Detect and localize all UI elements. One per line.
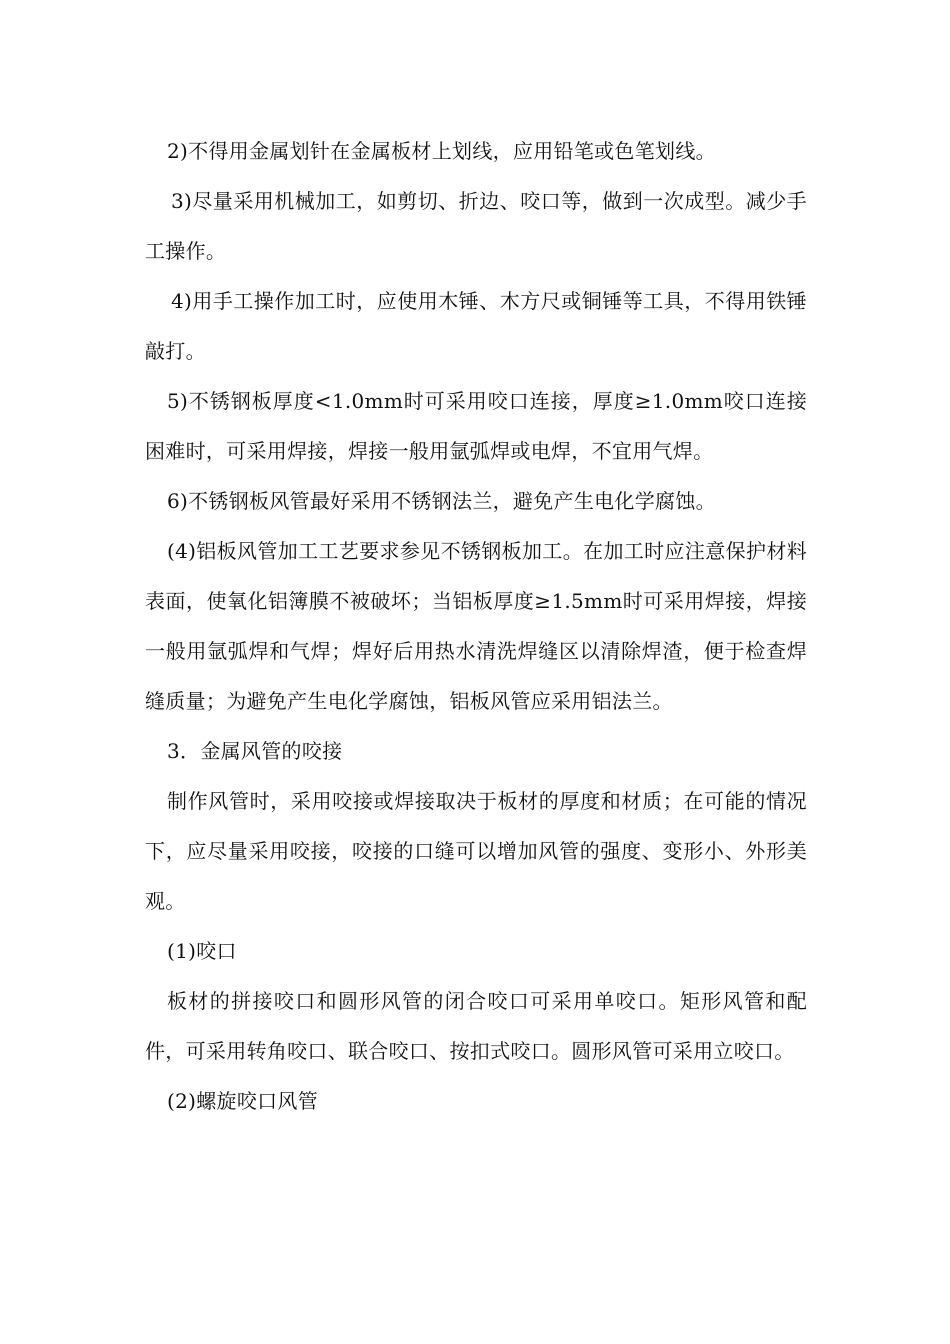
subheading-spiral-duct: (2)螺旋咬口风管 [167, 1089, 319, 1113]
paragraph-item-5: 5)不锈钢板厚度<1.0mm时可采用咬口连接，厚度≥1.0mm咬口连接困难时，可采用焊接，焊接一般用氩弧焊或电焊，不宜用气焊。 [145, 389, 807, 463]
paragraph-seam-types: 板材的拼接咬口和圆形风管的闭合咬口可采用单咬口。矩形风管和配件，可采用转角咬口、联合咬口、按扣式咬口。圆形风管可采用立咬口。 [145, 989, 807, 1063]
paragraph-item-6: 6)不锈钢板风管最好采用不锈钢法兰，避免产生电化学腐蚀。 [167, 489, 716, 513]
paragraph-item-4: 4)用手工操作加工时，应使用木锤、木方尺或铜锤等工具，不得用铁锤敲打。 [145, 289, 807, 363]
paragraph-seaming-intro: 制作风管时，采用咬接或焊接取决于板材的厚度和材质；在可能的情况下，应尽量采用咬接，咬接的口缝可以增加风管的强度、变形小、外形美观。 [145, 789, 807, 913]
paragraph-item-2: 2)不得用金属划针在金属板材上划线，应用铅笔或色笔划线。 [167, 139, 716, 163]
subheading-seam: (1)咬口 [167, 939, 237, 963]
paragraph-aluminum-duct: (4)铝板风管加工工艺要求参见不锈钢板加工。在加工时应注意保护材料表面，使氧化铝簿膜不被破坏；当铝板厚度≥1.5mm时可采用焊接，焊接一般用氩弧焊和气焊；焊好后用热水清洗焊缝区以清除焊渣，便于检查焊缝质量；为避免产生电化学腐蚀，铝板风管应采用铝法兰。 [145, 539, 807, 713]
section-heading-seaming: 3．金属风管的咬接 [167, 739, 343, 763]
paragraph-item-3: 3)尽量采用机械加工，如剪切、折边、咬口等，做到一次成型。减少手工操作。 [145, 189, 807, 263]
document-body [145, 126, 807, 1126]
